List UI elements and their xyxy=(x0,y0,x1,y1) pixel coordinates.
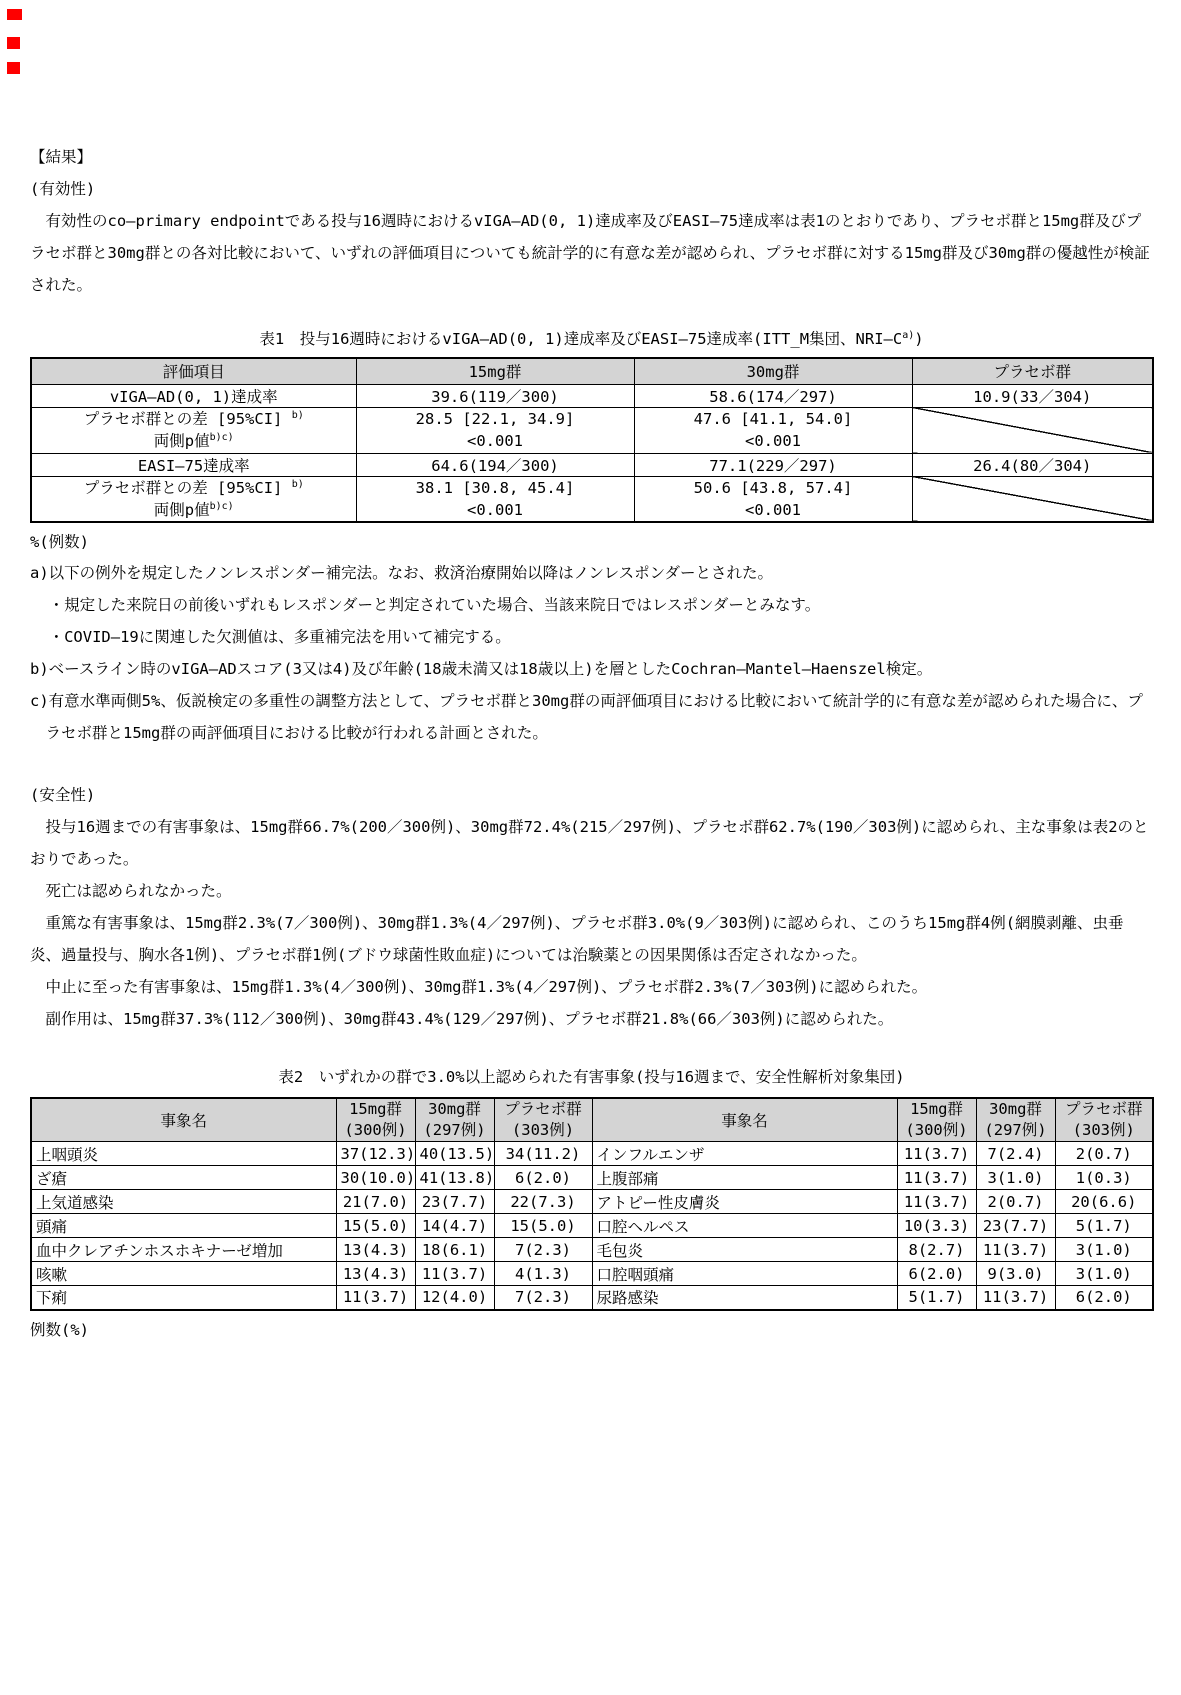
adverse-event-value-cell: 23(7.7) xyxy=(415,1190,494,1214)
header-group-n: (300例) xyxy=(344,1121,407,1139)
results-heading: 【結果】 xyxy=(30,148,93,166)
adverse-event-value-cell: 30(10.0) xyxy=(336,1166,415,1190)
diff-label-line1 xyxy=(36,477,352,499)
table1-caption xyxy=(30,327,1153,351)
easi-30mg-cell: 77.1(229／297) xyxy=(634,453,912,476)
easi-placebo-cell: 26.4(80／304) xyxy=(912,453,1153,476)
adverse-event-value-cell: 2(0.7) xyxy=(1055,1142,1153,1166)
diff-value-line: 50.6 [43.8, 57.4] xyxy=(693,478,853,497)
header-group-n: (297例) xyxy=(984,1121,1047,1139)
red-stamp-mark-3 xyxy=(7,62,20,74)
viga-diff-label-cell xyxy=(31,407,356,453)
adverse-event-name-cell: 口腔咽頭痛 xyxy=(592,1262,897,1286)
table2-unit-note: 例数(%) xyxy=(30,1320,89,1339)
adverse-event-value-cell: 3(1.0) xyxy=(976,1166,1055,1190)
safety-paragraph-1: 投与16週までの有害事象は、15mg群66.7%(200／300例)、30mg群72.4%(215／297例)、プラセボ群62.7%(190／303例)に認められ、主な事象は表2のとおりであった。 xyxy=(30,818,1149,868)
easi-label-cell: EASI―75達成率 xyxy=(31,453,356,476)
table2-caption: 表2 いずれかの群で3.0%以上認められた有害事象(投与16週まで、安全性解析対象集団) xyxy=(278,1068,905,1086)
viga-placebo-cell: 10.9(33／304) xyxy=(912,384,1153,407)
pvalue-line: <0.001 xyxy=(467,500,523,519)
adverse-event-value-cell: 1(0.3) xyxy=(1055,1166,1153,1190)
table1-unit-note: %(例数) xyxy=(30,533,89,551)
footnote-c: c)有意水準両側5%、仮説検定の多重性の調整方法として、プラセボ群と30mg群の両評価項目における比較において統計学的に有意な差が認められた場合に、プラセボ群と15mg群の両評価項目における比較が行われる計画とされた。 xyxy=(30,692,1143,742)
adverse-event-value-cell: 22(7.3) xyxy=(494,1190,592,1214)
header-group-n: (303例) xyxy=(511,1121,575,1139)
adverse-event-value-cell: 12(4.0) xyxy=(415,1286,494,1310)
adverse-event-value-cell: 11(3.7) xyxy=(976,1286,1055,1310)
adverse-event-name-cell: 血中クレアチンホスホキナーゼ増加 xyxy=(31,1238,336,1262)
adverse-event-value-cell: 11(3.7) xyxy=(897,1142,976,1166)
adverse-event-name-cell: 頭痛 xyxy=(31,1214,336,1238)
table1-row-easi-diff xyxy=(31,476,1153,522)
table2-header-15mg-left xyxy=(336,1098,415,1142)
header-group-label: プラセボ群 xyxy=(504,1100,582,1118)
table1-header-placebo: プラセボ群 xyxy=(912,358,1153,384)
table2-header-placebo-right xyxy=(1055,1098,1153,1142)
header-group-n: (303例) xyxy=(1072,1121,1135,1139)
adverse-event-name-cell: 尿路感染 xyxy=(592,1286,897,1310)
viga-diff-15mg-cell xyxy=(356,407,634,453)
adverse-event-value-cell: 6(2.0) xyxy=(897,1262,976,1286)
table2-header-15mg-right xyxy=(897,1098,976,1142)
safety-paragraph-2: 死亡は認められなかった。 xyxy=(30,882,232,900)
table2-header-event-left: 事象名 xyxy=(31,1098,336,1142)
adverse-event-value-cell: 15(5.0) xyxy=(494,1214,592,1238)
adverse-event-name-cell: 咳嗽 xyxy=(31,1262,336,1286)
viga-label-cell: vIGA―AD(0, 1)達成率 xyxy=(31,384,356,407)
table2-body xyxy=(31,1142,1153,1310)
pvalue-label-text: 両側p値 xyxy=(153,500,210,519)
adverse-event-value-cell: 2(0.7) xyxy=(976,1190,1055,1214)
safety-heading: (安全性) xyxy=(30,786,96,804)
header-group-label: 30mg群 xyxy=(428,1100,481,1118)
adverse-event-value-cell: 21(7.0) xyxy=(336,1190,415,1214)
header-group-n: (297例) xyxy=(423,1121,486,1139)
diff-label-text: プラセボ群との差 [95%CI] xyxy=(83,410,292,428)
easi-diff-30mg-cell xyxy=(634,476,912,522)
footnote-a: a)以下の例外を規定したノンレスポンダー補完法。なお、救済治療開始以降はノンレスポンダーとされた。 xyxy=(30,564,773,582)
pvalue-line: <0.001 xyxy=(467,432,523,450)
adverse-event-value-cell: 8(2.7) xyxy=(897,1238,976,1262)
header-group-n: (300例) xyxy=(905,1121,968,1139)
diff-value-line: 47.6 [41.1, 54.0] xyxy=(693,410,853,428)
table2-row xyxy=(31,1190,1153,1214)
pvalue-line: <0.001 xyxy=(745,500,801,519)
footnote-ref-bc: b)c) xyxy=(209,500,234,512)
adverse-event-value-cell: 6(2.0) xyxy=(494,1166,592,1190)
table1-header-15mg: 15mg群 xyxy=(356,358,634,384)
header-group-label: 30mg群 xyxy=(989,1100,1042,1118)
adverse-event-value-cell: 3(1.0) xyxy=(1055,1238,1153,1262)
table1-row-viga-diff xyxy=(31,407,1153,453)
footnote-b: b)ベースライン時のvIGA―ADスコア(3又は4)及び年齢(18歳未満又は18歳以上)を層としたCochran―Mantel―Haenszel検定。 xyxy=(30,660,933,678)
diff-value-line: 38.1 [30.8, 45.4] xyxy=(415,478,575,497)
viga-30mg-cell: 58.6(174／297) xyxy=(634,384,912,407)
adverse-event-value-cell: 34(11.2) xyxy=(494,1142,592,1166)
header-group-label: 15mg群 xyxy=(349,1100,402,1118)
adverse-event-value-cell: 11(3.7) xyxy=(976,1238,1055,1262)
pvalue-line: <0.001 xyxy=(745,432,801,450)
adverse-event-value-cell: 23(7.7) xyxy=(976,1214,1055,1238)
adverse-event-value-cell: 3(1.0) xyxy=(1055,1262,1153,1286)
adverse-event-value-cell: 40(13.5) xyxy=(415,1142,494,1166)
red-stamp-mark-1 xyxy=(7,9,22,20)
table2-header-30mg-right xyxy=(976,1098,1055,1142)
diff-label-text: プラセボ群との差 [95%CI] xyxy=(83,478,292,497)
adverse-event-value-cell: 14(4.7) xyxy=(415,1214,494,1238)
table2-row xyxy=(31,1214,1153,1238)
safety-paragraph-3: 重篤な有害事象は、15mg群2.3%(7／300例)、30mg群1.3%(4／297例)、プラセボ群3.0%(9／303例)に認められ、このうち15mg群4例(網膜剥離、虫垂炎、過量投与、胸水各1例)、プラセボ群1例(ブドウ球菌性敗血症)については治験薬との因果関係は否定されなかった。 xyxy=(30,914,1124,964)
efficacy-heading: (有効性) xyxy=(30,180,96,198)
footnote-a-bullet-2: ・COVID―19に関連した欠測値は、多重補完法を用いて補完する。 xyxy=(48,628,511,646)
adverse-event-value-cell: 6(2.0) xyxy=(1055,1286,1153,1310)
table2-row xyxy=(31,1142,1153,1166)
table1-efficacy-results xyxy=(30,357,1154,523)
table2-header-row xyxy=(31,1098,1153,1142)
viga-diff-30mg-cell xyxy=(634,407,912,453)
adverse-event-value-cell: 11(3.7) xyxy=(897,1190,976,1214)
adverse-event-name-cell: アトピー性皮膚炎 xyxy=(592,1190,897,1214)
adverse-event-value-cell: 9(3.0) xyxy=(976,1262,1055,1286)
adverse-event-value-cell: 15(5.0) xyxy=(336,1214,415,1238)
table1-header-endpoint: 評価項目 xyxy=(31,358,356,384)
adverse-event-name-cell: 毛包炎 xyxy=(592,1238,897,1262)
footnote-ref-bc: b)c) xyxy=(209,431,234,443)
efficacy-paragraph: 有効性のco―primary endpointである投与16週時におけるvIGA―AD(0, 1)達成率及びEASI―75達成率は表1のとおりであり、プラセボ群と15mg群及びプラセボ群と30mg群との各対比較において、いずれの評価項目についても統計学的に有意な差が認められ、プラセボ群に対する15mg群及び30mg群の優越性が検証された。 xyxy=(30,212,1150,294)
footnote-a-bullet-1: ・規定した来院日の前後いずれもレスポンダーと判定されていた場合、当該来院日ではレスポンダーとみなす。 xyxy=(48,596,821,614)
adverse-event-value-cell: 7(2.4) xyxy=(976,1142,1055,1166)
easi-diff-15mg-cell xyxy=(356,476,634,522)
safety-paragraph-5: 副作用は、15mg群37.3%(112／300例)、30mg群43.4%(129／297例)、プラセボ群21.8%(66／303例)に認められた。 xyxy=(30,1010,894,1028)
header-group-label: プラセボ群 xyxy=(1064,1100,1143,1118)
easi-diff-label-cell xyxy=(31,476,356,522)
table2-header-placebo-left xyxy=(494,1098,592,1142)
adverse-event-value-cell: 11(3.7) xyxy=(897,1166,976,1190)
adverse-event-name-cell: インフルエンザ xyxy=(592,1142,897,1166)
footnote-ref-b: b) xyxy=(291,478,304,490)
table1-row-easi xyxy=(31,453,1153,476)
table2-row xyxy=(31,1238,1153,1262)
adverse-event-value-cell: 7(2.3) xyxy=(494,1286,592,1310)
adverse-event-value-cell: 5(1.7) xyxy=(897,1286,976,1310)
table1-header-30mg: 30mg群 xyxy=(634,358,912,384)
easi-15mg-cell: 64.6(194／300) xyxy=(356,453,634,476)
viga-15mg-cell: 39.6(119／300) xyxy=(356,384,634,407)
diff-label-line2 xyxy=(36,499,352,521)
adverse-event-value-cell: 18(6.1) xyxy=(415,1238,494,1262)
table1-header-row xyxy=(31,358,1153,384)
adverse-event-value-cell: 10(3.3) xyxy=(897,1214,976,1238)
adverse-event-value-cell: 4(1.3) xyxy=(494,1262,592,1286)
adverse-event-value-cell: 7(2.3) xyxy=(494,1238,592,1262)
viga-diff-placebo-na-cell xyxy=(912,407,1153,453)
adverse-event-name-cell: 上腹部痛 xyxy=(592,1166,897,1190)
adverse-event-name-cell: 口腔ヘルペス xyxy=(592,1214,897,1238)
table1-row-viga xyxy=(31,384,1153,407)
table2-row xyxy=(31,1286,1153,1310)
adverse-event-name-cell: 下痢 xyxy=(31,1286,336,1310)
table2-header-event-right: 事象名 xyxy=(592,1098,897,1142)
adverse-event-value-cell: 13(4.3) xyxy=(336,1262,415,1286)
table1-caption-superscript: a) xyxy=(902,329,915,341)
diff-value-line: 28.5 [22.1, 34.9] xyxy=(415,410,575,428)
adverse-event-value-cell: 37(12.3) xyxy=(336,1142,415,1166)
table1-caption-text: 表1 投与16週時におけるvIGA―AD(0, 1)達成率及びEASI―75達成率(ITT_M集団、NRI―C xyxy=(259,330,903,348)
red-stamp-mark-2 xyxy=(7,37,20,49)
adverse-event-value-cell: 13(4.3) xyxy=(336,1238,415,1262)
diff-label-line1 xyxy=(36,408,352,430)
diff-label-line2 xyxy=(36,430,352,452)
header-group-label: 15mg群 xyxy=(910,1100,963,1118)
pvalue-label-text: 両側p値 xyxy=(153,432,210,450)
adverse-event-value-cell: 11(3.7) xyxy=(336,1286,415,1310)
adverse-event-value-cell: 5(1.7) xyxy=(1055,1214,1153,1238)
safety-paragraph-4: 中止に至った有害事象は、15mg群1.3%(4／300例)、30mg群1.3%(4／297例)、プラセボ群2.3%(7／303例)に認められた。 xyxy=(30,978,928,996)
easi-diff-placebo-na-cell xyxy=(912,476,1153,522)
table2-adverse-events xyxy=(30,1097,1154,1311)
footnote-ref-b: b) xyxy=(291,409,304,421)
adverse-event-value-cell: 20(6.6) xyxy=(1055,1190,1153,1214)
adverse-event-name-cell: 上気道感染 xyxy=(31,1190,336,1214)
adverse-event-name-cell: 上咽頭炎 xyxy=(31,1142,336,1166)
table1-caption-close: ) xyxy=(914,330,924,348)
table2-header-30mg-left xyxy=(415,1098,494,1142)
adverse-event-name-cell: ざ瘡 xyxy=(31,1166,336,1190)
table2-row xyxy=(31,1166,1153,1190)
adverse-event-value-cell: 41(13.8) xyxy=(415,1166,494,1190)
adverse-event-value-cell: 11(3.7) xyxy=(415,1262,494,1286)
table2-row xyxy=(31,1262,1153,1286)
